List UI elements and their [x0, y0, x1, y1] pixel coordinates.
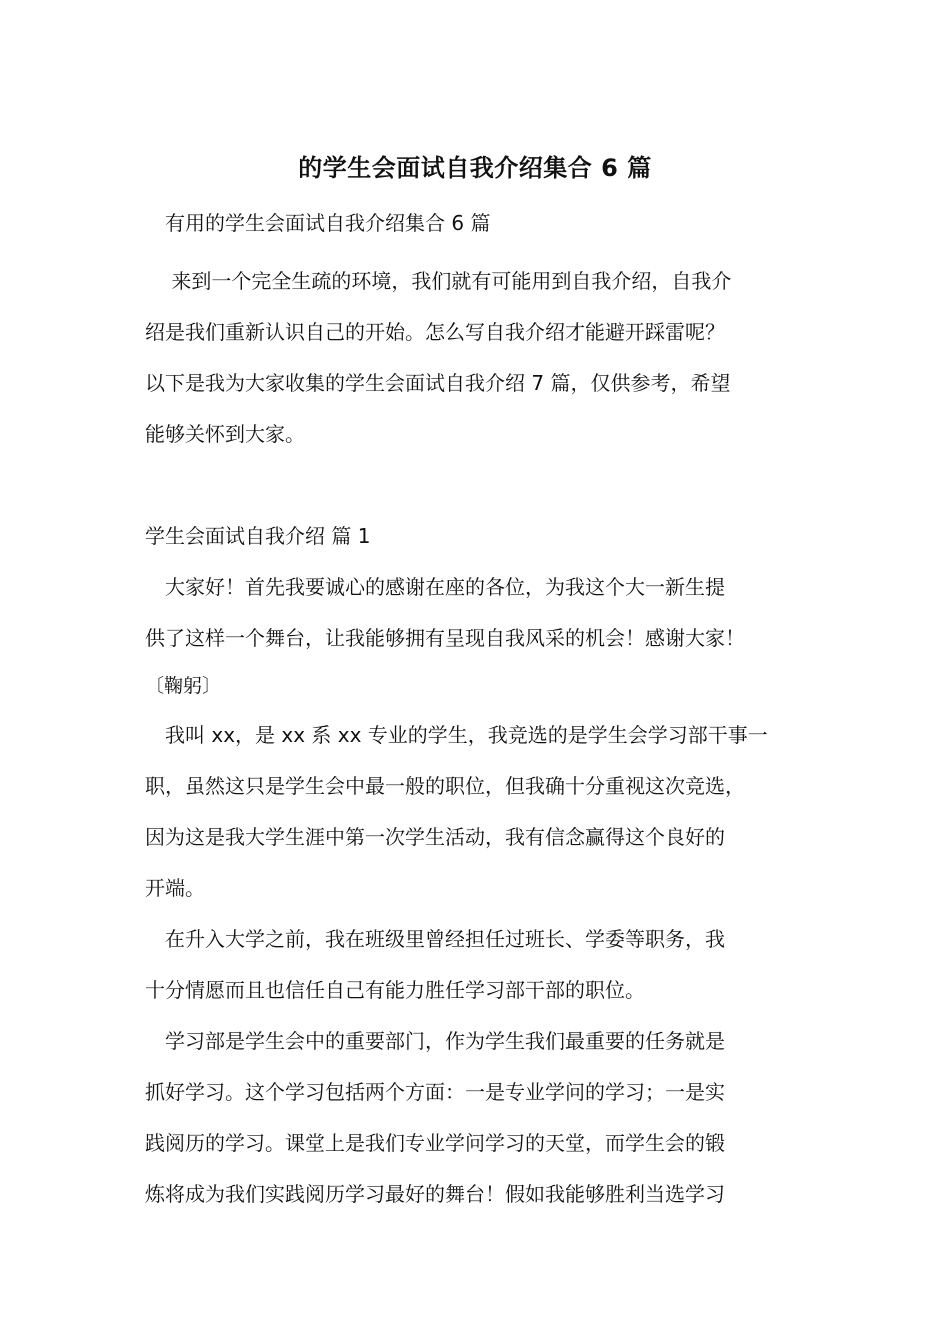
paragraph-line: 〔鞠躬〕: [145, 675, 222, 697]
paragraph-line: 职，虽然这只是学生会中最一般的职位，但我确十分重视这次竞选，: [145, 774, 745, 798]
document-title: 的学生会面试自我介绍集合 6 篇: [298, 154, 652, 182]
paragraph-line: 大家好！首先我要诚心的感谢在座的各位，为我这个大一新生提: [145, 575, 725, 599]
paragraph-line: 开端。: [145, 876, 205, 900]
paragraph-line: 以下是我为大家收集的学生会面试自我介绍 7 篇，仅供参考，希望: [145, 371, 731, 395]
paragraph-line: 我叫 xx，是 xx 系 xx 专业的学生，我竞选的是学生会学习部干事一: [145, 723, 768, 747]
paragraph-line: 来到一个完全生疏的环境，我们就有可能用到自我介绍，自我介: [145, 269, 732, 293]
paragraph-line: 抓好学习。这个学习包括两个方面：一是专业学问的学习；一是实: [145, 1080, 725, 1104]
paragraph-line: 绍是我们重新认识自己的开始。怎么写自我介绍才能避开踩雷呢？: [145, 320, 725, 344]
section-heading: 学生会面试自我介绍 篇 1: [145, 524, 371, 548]
paragraph-line: 供了这样一个舞台，让我能够拥有呈现自我风采的机会！感谢大家！: [145, 626, 745, 650]
blank-line: [145, 460, 835, 511]
paragraph-line: 因为这是我大学生涯中第一次学生活动，我有信念赢得这个良好的: [145, 825, 725, 849]
document-subtitle: 有用的学生会面试自我介绍集合 6 篇: [165, 211, 491, 235]
paragraph-line: 在升入大学之前，我在班级里曾经担任过班长、学委等职务，我: [145, 927, 725, 951]
paragraph-line: 学习部是学生会中的重要部门，作为学生我们最重要的任务就是: [145, 1029, 725, 1053]
paragraph-line: 践阅历的学习。课堂上是我们专业学问学习的天堂，而学生会的锻: [145, 1131, 725, 1155]
document-body: [145, 256, 835, 1220]
paragraph-line: 能够关怀到大家。: [145, 422, 305, 446]
paragraph-line: 十分情愿而且也信任自己有能力胜任学习部干部的职位。: [145, 978, 645, 1002]
paragraph-line: 炼将成为我们实践阅历学习最好的舞台！假如我能够胜利当选学习: [145, 1182, 725, 1206]
